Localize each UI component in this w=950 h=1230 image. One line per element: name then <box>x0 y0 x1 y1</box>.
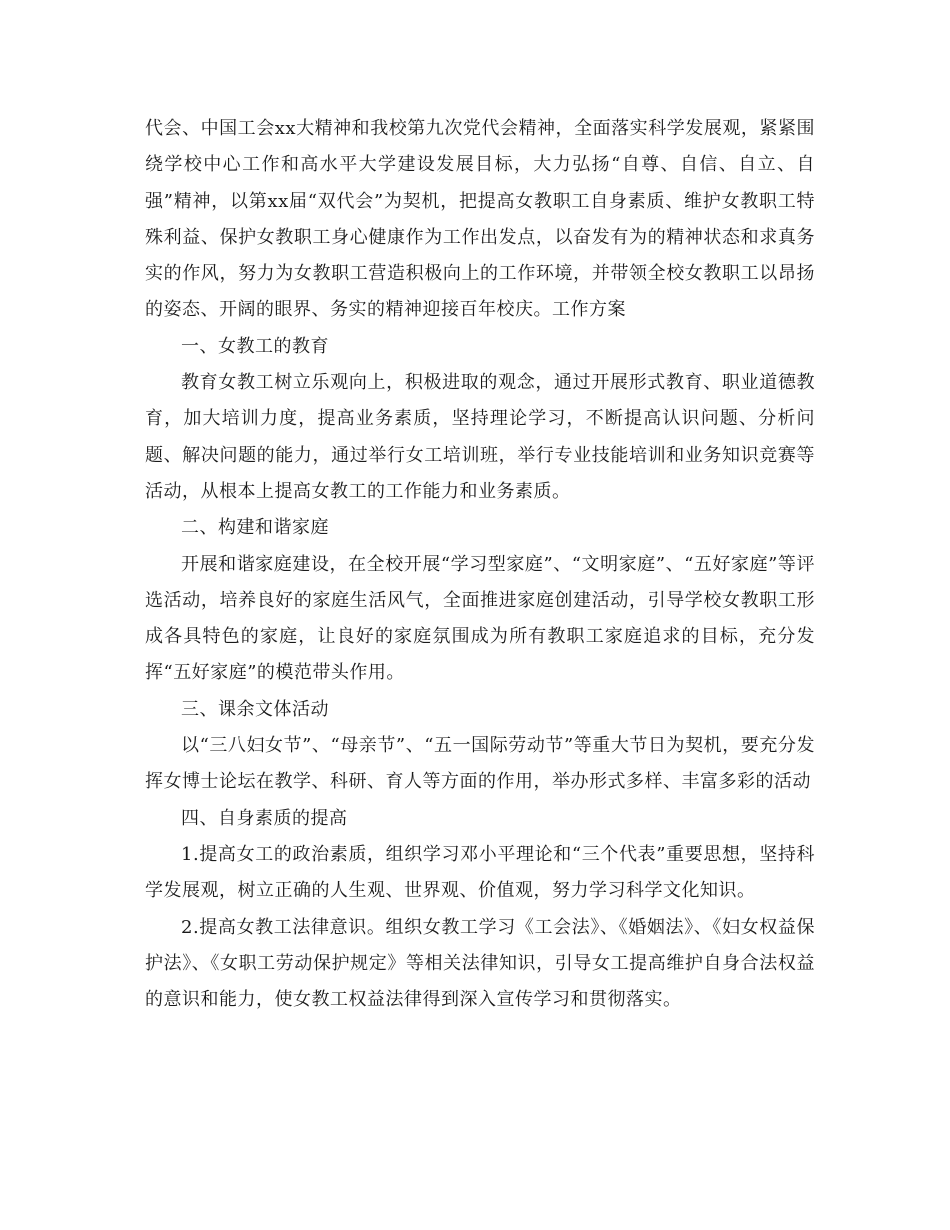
section-heading-4: 四、自身素质的提高 <box>181 807 348 829</box>
list-item-2: 2.提高女教工法律意识。组织女教工学习《工会法》、《婚姻法》、《妇女权益保护法》、《女职工劳动保护规定》等相关法律知识，引导女工提高维护自身合法权益的意识和能力，使女教工权益法律得到深入宣传学习和贯彻落实。 <box>145 916 815 1011</box>
section-paragraph-3: 以“三八妇女节”、“母亲节”、“五一国际劳动节”等重大节日为契机，要充分发挥女博士论坛在教学、科研、育人等方面的作用，举办形式多样、丰富多彩的活动 <box>145 735 815 793</box>
section-heading-3: 三、课余文体活动 <box>181 698 329 720</box>
section-paragraph-2: 开展和谐家庭建设，在全校开展“学习型家庭”、“文明家庭”、“五好家庭”等评选活动，培养良好的家庭生活风气，全面推进家庭创建活动，引导学校女教职工形成各具特色的家庭，让良好的家庭氛围成为所有教职工家庭追求的目标，充分发挥“五好家庭”的模范带头作用。 <box>145 553 815 684</box>
list-item-1: 1.提高女工的政治素质，组织学习邓小平理论和“三个代表”重要思想，坚持科学发展观，树立正确的人生观、世界观、价值观，努力学习科学文化知识。 <box>145 843 815 902</box>
section-heading-2: 二、构建和谐家庭 <box>181 517 329 539</box>
intro-paragraph: 代会、中国工会xx大精神和我校第九次党代会精神，全面落实科学发展观，紧紧围绕学校中心工作和高水平大学建设发展目标，大力弘扬“自尊、自信、自立、自强”精神，以第xx届“双代会”为契机，把提高女教职工自身素质、维护女教职工特殊利益、保护女教职工身心健康作为工作出发点，以奋发有为的精神状态和求真务实的作风，努力为女教职工营造积极向上的工作环境，并带领全校女教职工以昂扬的姿态、开阔的眼界、务实的精神迎接百年校庆。工作方案 <box>145 118 815 321</box>
document-body <box>145 111 815 1018</box>
section-paragraph-1: 教育女教工树立乐观向上，积极进取的观念，通过开展形式教育、职业道德教育，加大培训力度，提高业务素质，坚持理论学习，不断提高认识问题、分析问题、解决问题的能力，通过举行女工培训班，举行专业技能培训和业务知识竞赛等活动，从根本上提高女教工的工作能力和业务素质。 <box>145 372 815 502</box>
section-heading-1: 一、女教工的教育 <box>181 335 329 357</box>
